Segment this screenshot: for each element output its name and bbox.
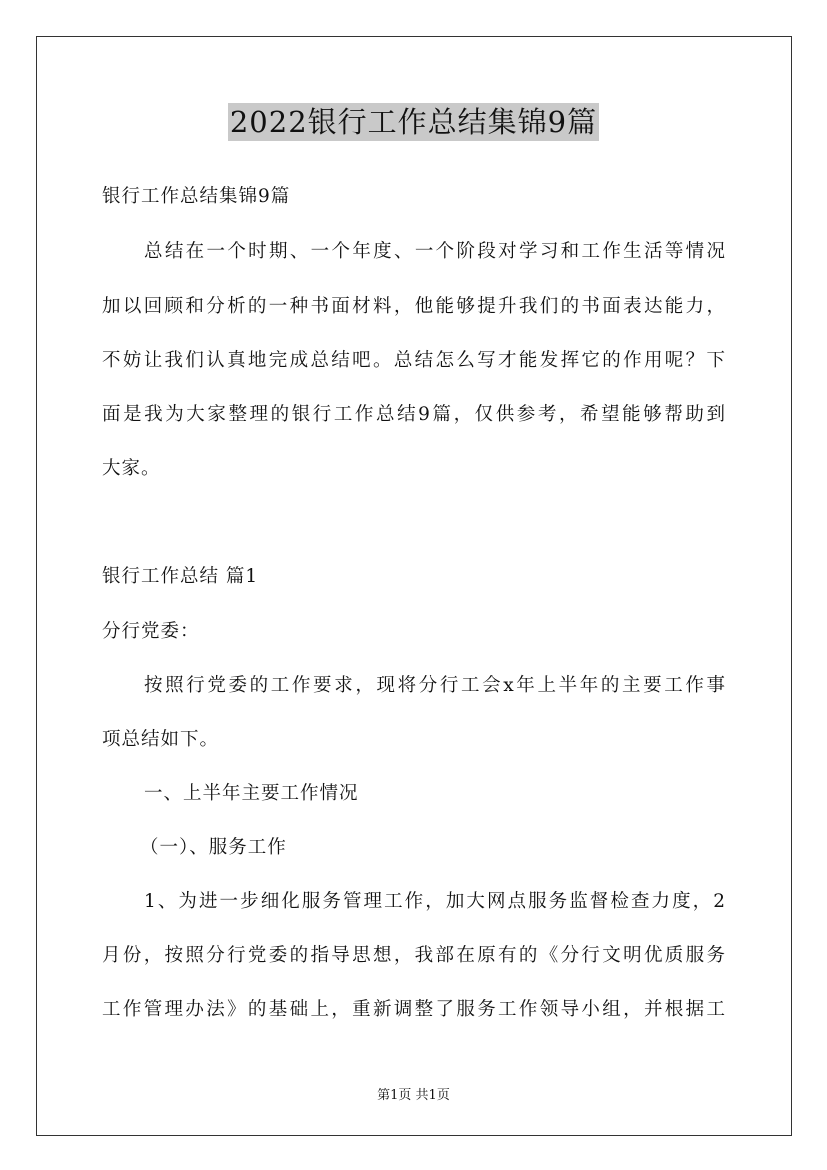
intro-line-5: 大家。	[102, 458, 161, 479]
intro-line-1: 总结在一个时期、一个年度、一个阶段对学习和工作生活等情况	[144, 241, 726, 262]
intro-line-4: 面是我为大家整理的银行工作总结9篇，仅供参考，希望能够帮助到	[102, 404, 726, 425]
intro-line-2: 加以回顾和分析的一种书面材料，他能够提升我们的书面表达能力，	[102, 296, 726, 317]
document-title-container	[0, 100, 827, 141]
body-line-1: 按照行党委的工作要求，现将分行工会x年上半年的主要工作事	[144, 675, 726, 696]
document-title: 2022银行工作总结集锦9篇	[229, 105, 598, 139]
page-footer: 第1页 共1页	[377, 1088, 450, 1103]
body-line-4: 月份，按照分行党委的指导思想，我部在原有的《分行文明优质服务	[102, 945, 726, 966]
body-heading-1: 一、上半年主要工作情况	[144, 783, 359, 804]
body-line-3: 1、为进一步细化服务管理工作，加大网点服务监督检查力度，2	[144, 891, 726, 912]
intro-line-3: 不妨让我们认真地完成总结吧。总结怎么写才能发挥它的作用呢？下	[102, 350, 726, 371]
body-line-5: 工作管理办法》的基础上，重新调整了服务工作领导小组，并根据工	[102, 999, 726, 1020]
body-line-2: 项总结如下。	[102, 729, 220, 750]
salutation: 分行党委：	[102, 621, 200, 642]
body-heading-2: （一）、服务工作	[140, 837, 287, 858]
section-heading: 银行工作总结 篇1	[102, 566, 259, 587]
document-subtitle: 银行工作总结集锦9篇	[102, 186, 291, 207]
